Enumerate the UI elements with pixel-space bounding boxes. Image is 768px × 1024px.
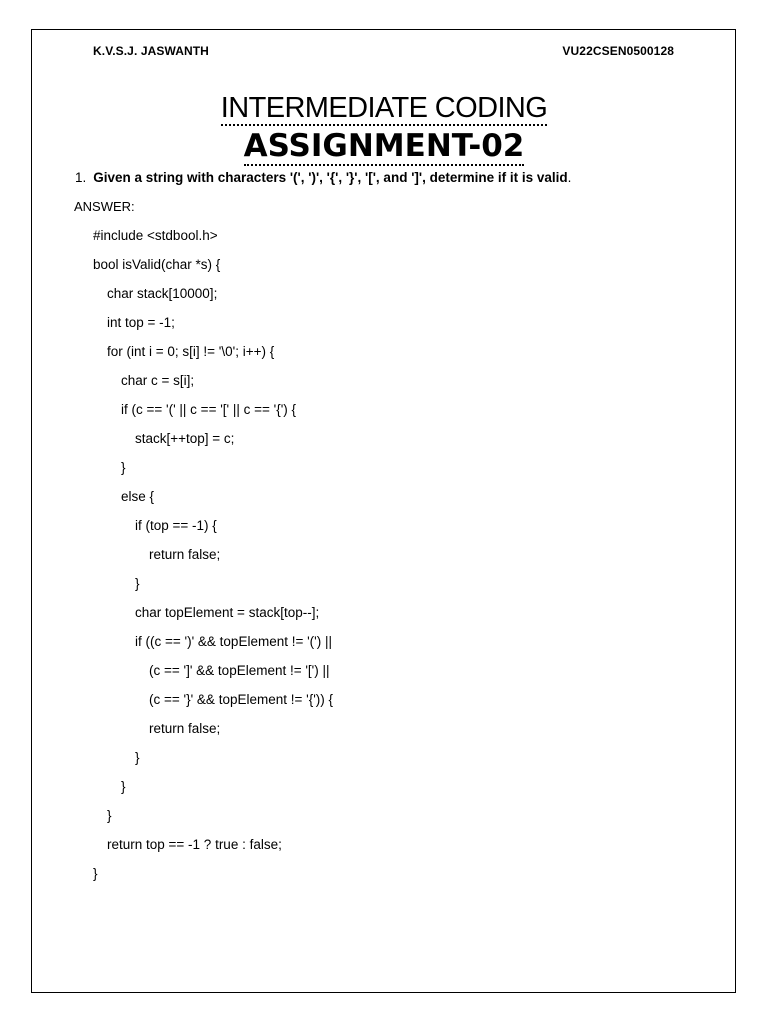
code-line: }: [121, 460, 126, 475]
code-line: (c == ']' && topElement != '[') ||: [149, 663, 330, 678]
code-line: (c == '}' && topElement != '{')) {: [149, 692, 334, 707]
code-line: }: [135, 576, 140, 591]
code-line: for (int i = 0; s[i] != '\0'; i++) {: [107, 344, 275, 359]
code-line: }: [135, 750, 140, 765]
answer-label: ANSWER:: [74, 199, 135, 214]
code-line: return false;: [149, 721, 221, 736]
code-line: char stack[10000];: [107, 286, 218, 301]
code-line: return top == -1 ? true : false;: [107, 837, 282, 852]
code-line: stack[++top] = c;: [135, 431, 235, 446]
code-line: bool isValid(char *s) {: [93, 257, 221, 272]
question-number: 1.: [75, 170, 87, 185]
code-line: char topElement = stack[top--];: [135, 605, 320, 620]
author-name: K.V.S.J. JASWANTH: [93, 44, 209, 58]
code-line: else {: [121, 489, 155, 504]
code-line: }: [93, 866, 98, 881]
title-line-2-text: ASSIGNMENT-02: [243, 128, 525, 164]
code-line: }: [121, 779, 126, 794]
question-period: .: [567, 170, 572, 185]
code-line: if (top == -1) {: [135, 518, 217, 533]
question-1: [75, 170, 571, 186]
code-line: if ((c == ')' && topElement != '(') ||: [135, 634, 333, 649]
title-line-1-text: INTERMEDIATE CODING: [220, 92, 548, 124]
code-line: int top = -1;: [107, 315, 175, 330]
code-line: char c = s[i];: [121, 373, 195, 388]
code-line: #include <stdbool.h>: [93, 228, 218, 243]
code-line: return false;: [149, 547, 221, 562]
title-line-1: [0, 92, 768, 124]
title-line-2: [0, 126, 768, 166]
question-text: Given a string with characters '(', ')', '{', '}', '[', and ']', determine if it is valid: [93, 170, 568, 185]
registration-number: VU22CSEN0500128: [562, 44, 674, 58]
code-line: }: [107, 808, 112, 823]
code-line: if (c == '(' || c == '[' || c == '{') {: [121, 402, 297, 417]
